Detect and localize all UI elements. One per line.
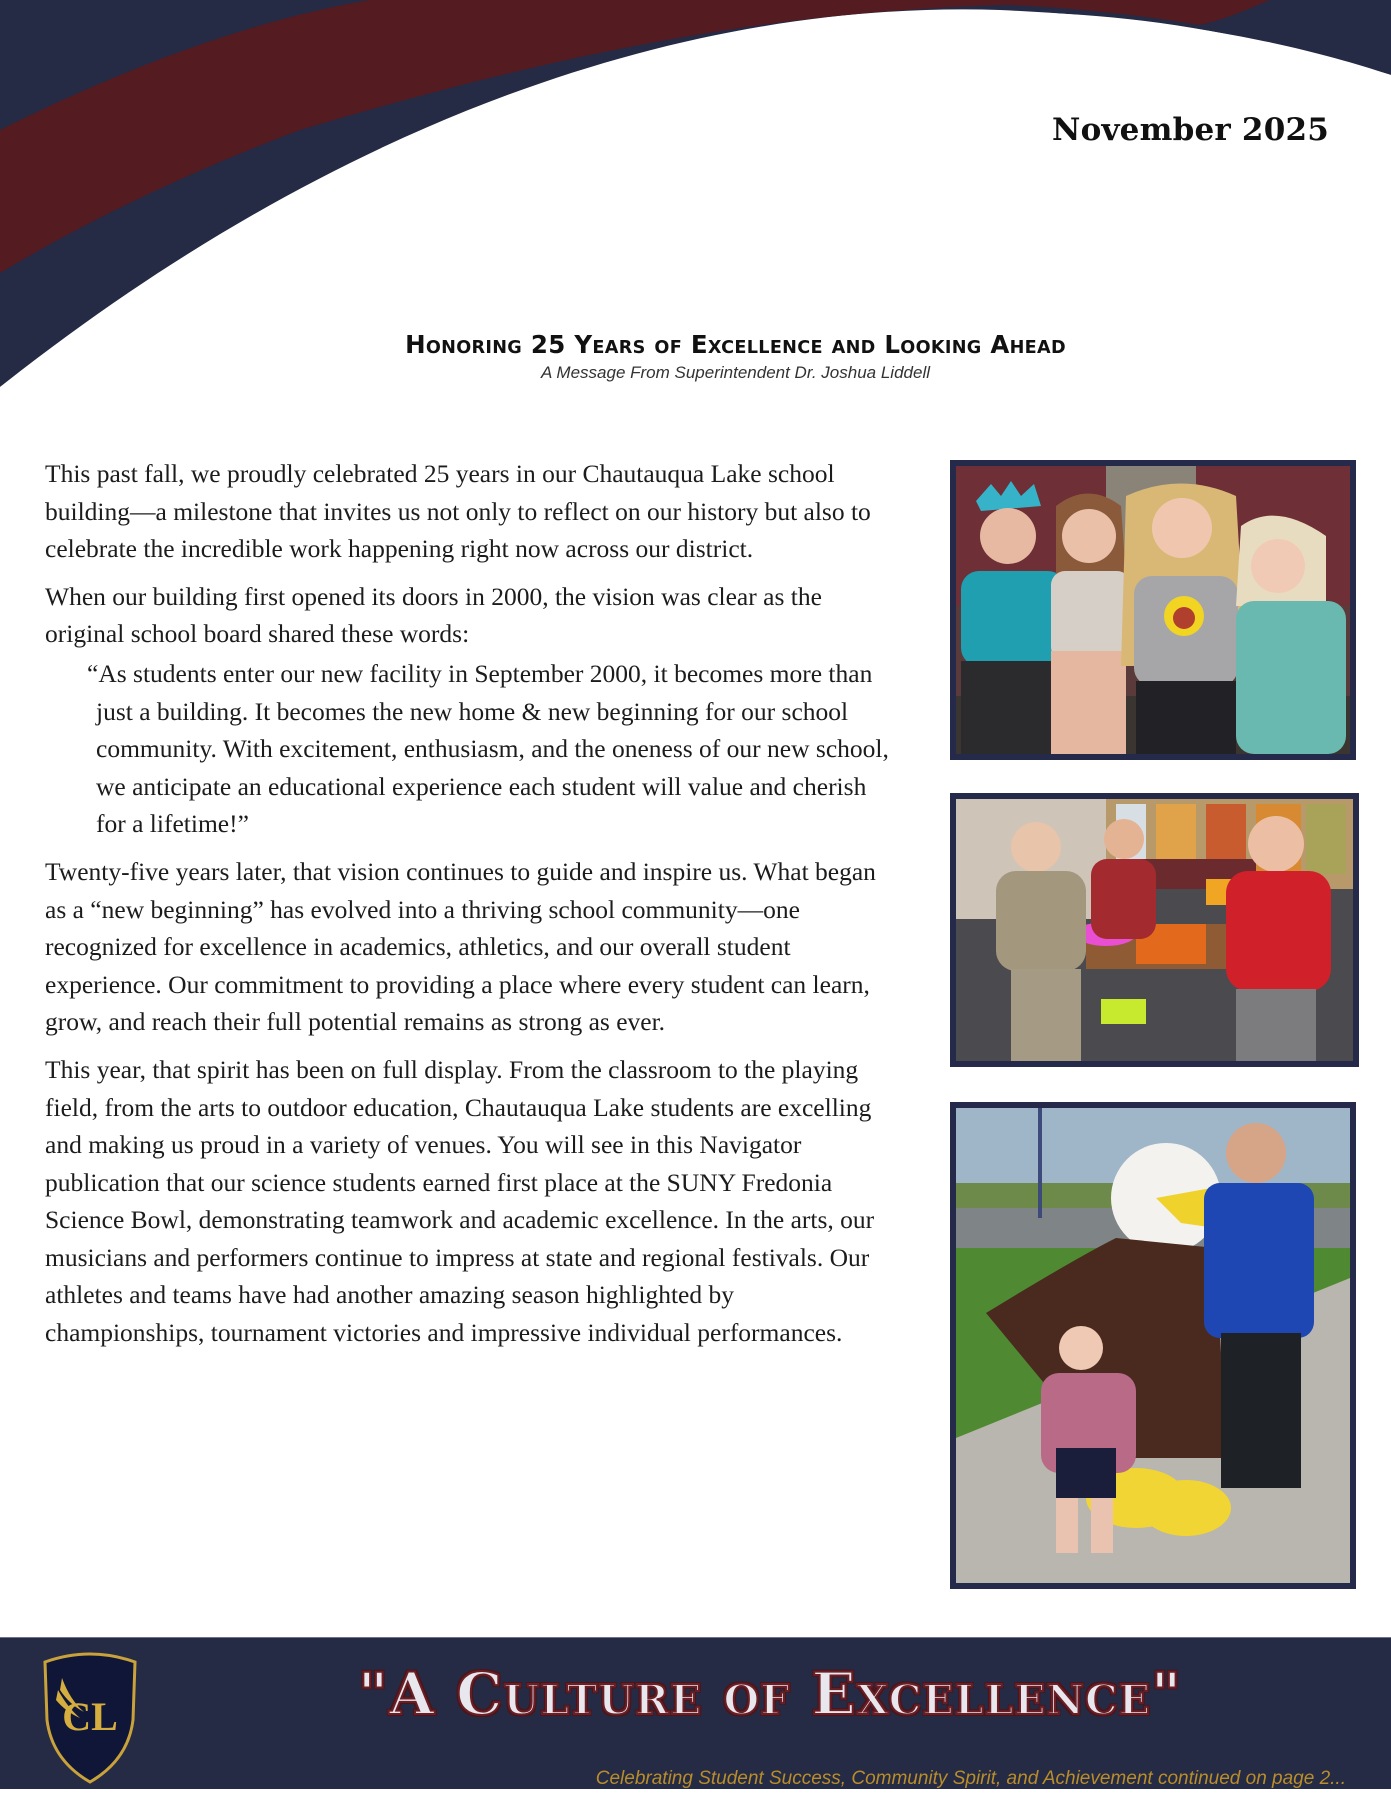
issue-date: November 2025 <box>1052 112 1329 148</box>
photo-mascot-superintendent <box>950 1102 1356 1589</box>
footer-slogan: "A Culture of Excellence" <box>357 1660 1183 1728</box>
paragraph: When our building first opened its doors in 2000, the vision was clear as the original school board shared these words: <box>45 581 822 649</box>
photo-image <box>956 466 1350 754</box>
photo-image <box>956 799 1353 1061</box>
headline-block <box>0 330 1391 383</box>
photo-students-crafts <box>950 793 1359 1067</box>
article-title: Honoring 25 Years of Excellence and Looking Ahead <box>405 330 1066 359</box>
photo-image <box>956 1108 1350 1583</box>
article-byline: A Message From Superintendent Dr. Joshua Liddell <box>541 363 930 382</box>
crest-letters: CL <box>62 1694 118 1739</box>
paragraph: This past fall, we proudly celebrated 25 years in our Chautauqua Lake school building—a milestone that invites us not only to reflect on our history but also to celebrate the incredible work happening right now across our district. <box>45 459 871 564</box>
paragraph: Twenty-five years later, that vision continues to guide and inspire us. What began as a “new beginning” has evolved into a thriving school community—one recognized for excellence in academics, athletics, and our overall student experience. Our commitment to providing a place where every student can learn, grow, and reach their full potential remains as strong as ever. <box>45 856 876 1037</box>
article-body <box>45 455 895 1362</box>
footer-banner <box>0 1637 1391 1789</box>
photo-students-auditorium <box>950 460 1356 760</box>
footer-tagline: Celebrating Student Success, Community Spirit, and Achievement continued on page 2... <box>595 1768 1346 1789</box>
school-crest-logo <box>40 1650 140 1784</box>
block-quote: “As students enter our new facility in September 2000, it becomes more than just a building. It becomes the new home & new beginning for our school community. With excitement, enthusiasm, and the oneness of our new school, we anticipate an educational experience each student will value and cherish for a lifetime!” <box>87 658 889 839</box>
paragraph: This year, that spirit has been on full display. From the classroom to the playing field, from the arts to outdoor education, Chautauqua Lake students are excelling and making us proud in a variety of venues. You will see in this Navigator publication that our science students earned first place at the SUNY Fredonia Science Bowl, demonstrating teamwork and academic excellence. In the arts, our musicians and performers continue to impress at state and regional festivals. Our athletes and teams have had another amazing season highlighted by championships, tournament victories and impressive individual performances. <box>45 1054 875 1348</box>
